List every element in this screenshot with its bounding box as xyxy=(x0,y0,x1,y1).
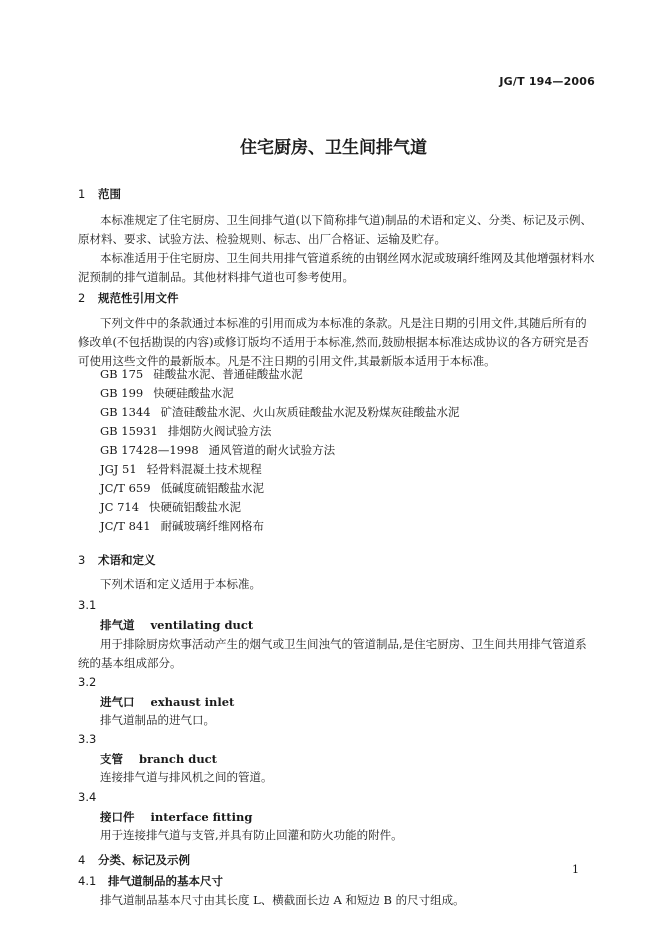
reference-item: GB 15931 排烟防火阀试验方法 xyxy=(100,424,272,438)
subsection-4-1-text: 排气道制品基本尺寸由其长度 L、横截面长边 A 和短边 B 的尺寸组成。 xyxy=(100,893,465,907)
standard-code: JG/T 194—2006 xyxy=(499,75,595,88)
term-number: 3.4 xyxy=(78,790,97,804)
section-2-para-1: 下列文件中的条款通过本标准的引用而成为本标准的条款。凡是注日期的引用文件,其随后所有的修改单(不包括勘误的内容)或修订版均不适用于本标准,然而,鼓励根据本标准达成协议的各方研究是否可使用这些文件的最新版本。凡是不注日期的引用文件,其最新版本适用于本标准。 xyxy=(78,316,589,368)
term-number: 3.3 xyxy=(78,732,97,746)
term-title: 支管 branch duct xyxy=(100,752,217,766)
page-title: 住宅厨房、卫生间排气道 xyxy=(240,138,427,158)
term-definition: 用于排除厨房炊事活动产生的烟气或卫生间浊气的管道制品,是住宅厨房、卫生间共用排气管道系统的基本组成部分。 xyxy=(78,637,587,670)
term-number: 3.2 xyxy=(78,675,97,689)
term-title: 接口件 interface fitting xyxy=(100,810,253,824)
section-2-heading: 2 规范性引用文件 xyxy=(78,291,179,305)
term-number: 3.1 xyxy=(78,598,97,612)
section-1-para-1: 本标准规定了住宅厨房、卫生间排气道(以下简称排气道)制品的术语和定义、分类、标记及示例、原材料、要求、试验方法、检验规则、标志、出厂合格证、运输及贮存。 xyxy=(78,213,592,246)
reference-item: JC/T 841 耐碱玻璃纤维网格布 xyxy=(100,519,265,533)
reference-item: GB 199 快硬硅酸盐水泥 xyxy=(100,386,234,400)
subsection-4-1-heading: 4.1 排气道制品的基本尺寸 xyxy=(78,874,223,888)
section-1-heading: 1 范围 xyxy=(78,187,121,201)
reference-item: JC/T 659 低碱度硫铝酸盐水泥 xyxy=(100,481,265,495)
reference-item: JC 714 快硬硫铝酸盐水泥 xyxy=(100,500,242,514)
term-title: 进气口 exhaust inlet xyxy=(100,695,235,709)
section-3-heading: 3 术语和定义 xyxy=(78,553,156,567)
reference-item: GB 1344 矿渣硅酸盐水泥、火山灰质硅酸盐水泥及粉煤灰硅酸盐水泥 xyxy=(100,405,460,419)
section-4-heading: 4 分类、标记及示例 xyxy=(78,853,190,867)
section-3-intro: 下列术语和定义适用于本标准。 xyxy=(100,577,261,591)
page-number: 1 xyxy=(572,863,579,876)
section-1-para-2: 本标准适用于住宅厨房、卫生间共用排气管道系统的由钢丝网水泥或玻璃纤维网及其他增强材料水泥预制的排气道制品。其他材料排气道也可参考使用。 xyxy=(78,251,595,284)
term-definition: 用于连接排气道与支管,并具有防止回灌和防火功能的附件。 xyxy=(100,828,403,842)
term-definition: 连接排气道与排风机之间的管道。 xyxy=(100,770,273,784)
term-definition: 排气道制品的进气口。 xyxy=(100,713,215,727)
term-title: 排气道 ventilating duct xyxy=(100,618,254,632)
reference-item: JGJ 51 轻骨料混凝土技术规程 xyxy=(100,462,262,476)
reference-item: GB 175 硅酸盐水泥、普通硅酸盐水泥 xyxy=(100,367,303,381)
reference-item: GB 17428—1998 通风管道的耐火试验方法 xyxy=(100,443,336,457)
